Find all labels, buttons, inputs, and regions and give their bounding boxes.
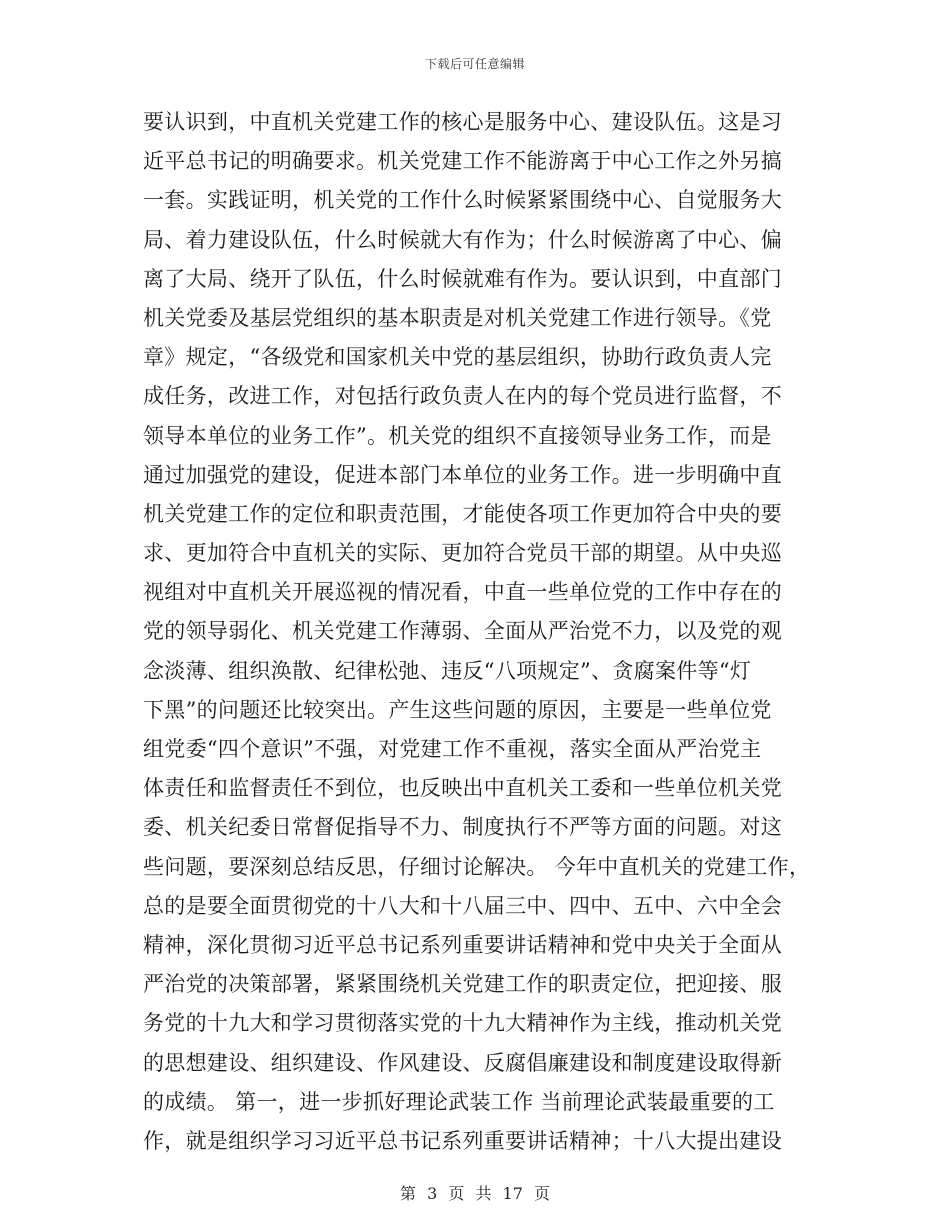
text-line: 求、更加符合中直机关的实际、更加符合党员干部的期望。从中央巡 bbox=[143, 541, 782, 566]
text-line: 机关党建工作的定位和职责范围，才能使各项工作更加符合中央的要 bbox=[143, 501, 782, 526]
text-line: 领导本单位的业务工作”。机关党的组织不直接领导业务工作，而是 bbox=[143, 423, 772, 448]
text-line: 体责任和监督责任不到位，也反映出中直机关工委和一些单位机关党 bbox=[143, 776, 782, 801]
text-line: 组党委“四个意识”不强，对党建工作不重视，落实全面从严治党主 bbox=[143, 737, 762, 761]
text-line: 视组对中直机关开展巡视的情况看，中直一些单位党的工作中存在的 bbox=[143, 580, 782, 605]
text-line: 近平总书记的明确要求。机关党建工作不能游离于中心工作之外另搞 bbox=[143, 149, 782, 174]
text-line: 作，就是组织学习习近平总书记系列重要讲话精神；十八大提出建设 bbox=[143, 1128, 782, 1153]
text-line: 机关党委及基层党组织的基本职责是对机关党建工作进行领导。《党 bbox=[143, 305, 772, 330]
text-line: 局、着力建设队伍，什么时候就大有作为；什么时候游离了中心、偏 bbox=[143, 227, 782, 252]
document-body bbox=[143, 103, 823, 1161]
text-line: 下黑”的问题还比较突出。产生这些问题的原因，主要是一些单位党 bbox=[143, 697, 772, 722]
text-line: 党的领导弱化、机关党建工作薄弱、全面从严治党不力，以及党的观 bbox=[143, 619, 782, 644]
text-line: 的成绩。 第一，进一步抓好理论武装工作 当前理论武装最重要的工 bbox=[143, 1089, 775, 1114]
text-line: 通过加强党的建设，促进本部门本单位的业务工作。进一步明确中直 bbox=[143, 462, 782, 487]
text-line: 章》规定，“各级党和国家机关中党的基层组织，协助行政负责人完 bbox=[143, 345, 772, 370]
text-line: 委、机关纪委日常督促指导不力、制度执行不严等方面的问题。对这 bbox=[143, 815, 782, 840]
page-header-note: 下载后可任意编辑 bbox=[424, 57, 525, 71]
text-line: 一套。实践证明，机关党的工作什么时候紧紧围绕中心、自觉服务大 bbox=[143, 188, 782, 213]
text-line: 精神，深化贯彻习近平总书记系列重要讲话精神和党中央关于全面从 bbox=[143, 932, 782, 957]
text-line: 念淡薄、组织涣散、纪律松弛、违反“八项规定”、贪腐案件等“灯 bbox=[143, 658, 752, 683]
text-line: 成任务，改进工作，对包括行政负责人在内的每个党员进行监督，不 bbox=[143, 384, 782, 409]
text-line: 要认识到，中直机关党建工作的核心是服务中心、建设队伍。这是习 bbox=[143, 110, 782, 134]
page-number-footer: 第 3 页 共 17 页 bbox=[400, 1184, 550, 1203]
text-line: 的思想建设、组织建设、作风建设、反腐倡廉建设和制度建设取得新 bbox=[143, 1050, 782, 1075]
text-line: 严治党的决策部署，紧紧围绕机关党建工作的职责定位，把迎接、服 bbox=[143, 972, 782, 997]
text-line: 务党的十九大和学习贯彻落实党的十九大精神作为主线，推动机关党 bbox=[143, 1011, 782, 1036]
text-line: 总的是要全面贯彻党的十八大和十八届三中、四中、五中、六中全会 bbox=[143, 893, 782, 918]
text-line: 离了大局、绕开了队伍，什么时候就难有作为。要认识到，中直部门 bbox=[143, 266, 782, 291]
text-line: 些问题，要深刻总结反思，仔细讨论解决。 今年中直机关的党建工作， bbox=[143, 854, 811, 879]
